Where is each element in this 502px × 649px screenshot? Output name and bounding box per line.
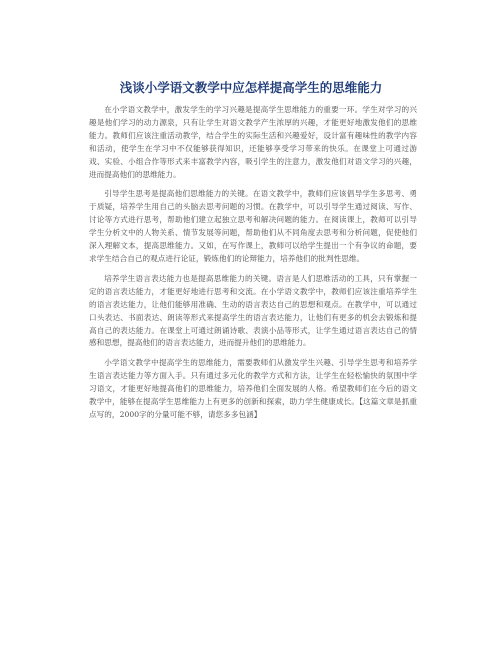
document-title: 浅谈小学语文教学中应怎样提高学生的思维能力 (119, 80, 383, 95)
paragraph-interest: 在小学语文教学中，激发学生的学习兴趣是提高学生思维能力的重要一环。学生对学习的兴趣是他们学习的动力源泉，只有让学生对语文教学产生浓厚的兴趣，才能更好地激发他们的思维能力。教师们应该注重活动教学，结合学生的实际生活和兴趣爱好，设计富有趣味性的教学内容和活动，使学生在学习中不仅能够获得知识，还能够享受学习带来的快乐。在课堂上可通过游戏、实验、小组合作等形式来丰富教学内容，吸引学生的注意力，激发他们对语文学习的兴趣，进而提高他们的思维能力。 (89, 105, 417, 179)
document-body (89, 104, 417, 429)
paragraph-conclusion: 小学语文教学中提高学生的思维能力，需要教师们从激发学生兴趣、引导学生思考和培养学生语言表达能力等方面入手。只有通过多元化的教学方式和方法，让学生在轻松愉快的氛围中学习语文，才能更好地提高他们的思维能力，培养他们全面发展的人格。希望教师们在今后的语文教学中，能够在提高学生思维能力上有更多的创新和探索，助力学生健康成长。【这篇文章是抓重点写的，2000字的分量可能不够，请您多多包涵】 (89, 358, 417, 419)
paragraph-expression: 培养学生语言表达能力也是提高思维能力的关键。语言是人们思维活动的工具，只有掌握一定的语言表达能力，才能更好地进行思考和交流。在小学语文教学中，教师们应该注重培养学生的语言表达能力，让他们能够用准确、生动的语言表达自己的思想和观点。在教学中，可以通过口头表达、书面表达、朗读等形式来提高学生的语言表达能力，让他们有更多的机会去锻炼和提高自己的表达能力。在课堂上可通过朗诵诗歌、表演小品等形式，让学生通过语言表达自己的情感和思想，提高他们的语言表达能力，进而提升他们的思维能力。 (89, 273, 417, 348)
paragraph-thinking: 引导学生思考是提高他们思维能力的关键。在语文教学中，教师们应该倡导学生多思考、勇于质疑，培养学生用自己的头脑去思考问题的习惯。在教学中，可以引导学生通过阅读、写作、讨论等方式进行思考，帮助他们建立起独立思考和解决问题的能力。在阅读课上，教师可以引导学生分析文中的人物关系、情节发展等问题，帮助他们从不同角度去思考和分析问题，促使他们深入理解文本，提高思维能力。又如，在写作课上，教师可以给学生提出一个有争议的命题，要求学生结合自己的观点进行论证，锻炼他们的论辩能力，培养他们的批判性思维。 (89, 189, 417, 263)
